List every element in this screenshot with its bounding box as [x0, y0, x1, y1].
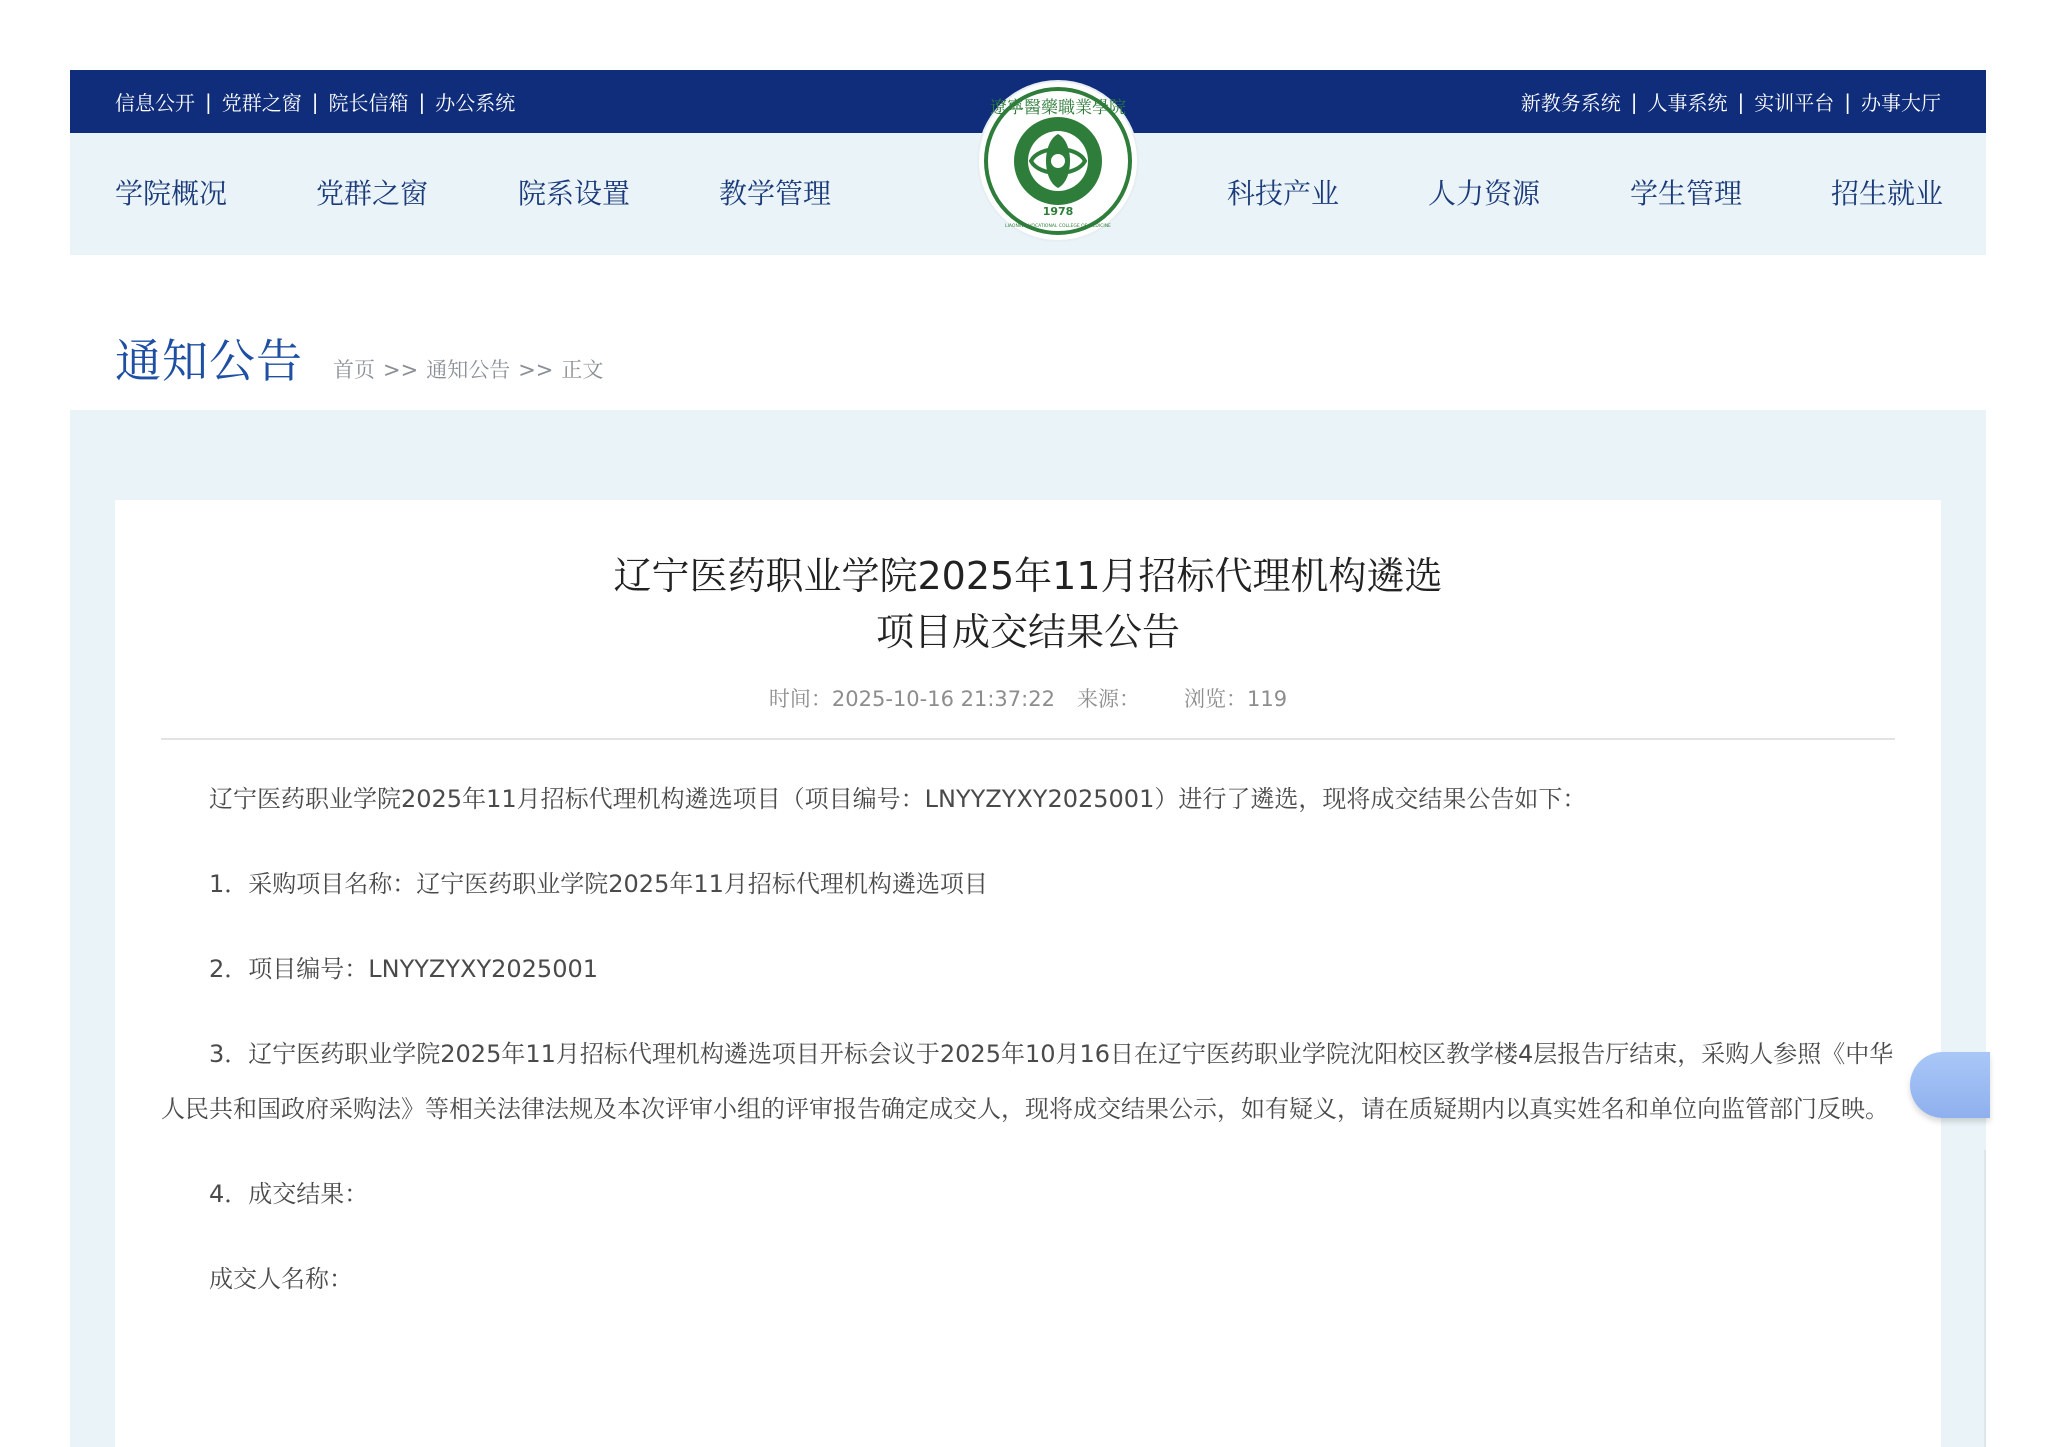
separator: |: [1630, 89, 1638, 114]
title-divider: [161, 738, 1895, 740]
article-title: [115, 548, 1941, 660]
side-scroll-track: [1984, 1150, 1986, 1447]
nav-item-hr[interactable]: 人力资源: [1428, 177, 1541, 210]
meta-time-label: 时间：: [768, 687, 832, 711]
article-body: [161, 772, 1895, 1337]
floating-side-button[interactable]: [1910, 1052, 1990, 1118]
breadcrumb-home[interactable]: 首页: [333, 358, 375, 382]
top-link-office-system[interactable]: 办公系统: [435, 91, 516, 115]
top-left-links: [115, 70, 515, 133]
breadcrumb: [333, 354, 603, 384]
article-paragraph-4: 4．成交结果：: [209, 1180, 369, 1208]
article-paragraph-winner: 成交人名称：: [209, 1265, 353, 1293]
top-link-service-hall[interactable]: 办事大厅: [1861, 91, 1941, 115]
section-heading: [115, 325, 603, 391]
nav-item-departments[interactable]: 院系设置: [518, 177, 631, 210]
top-link-new-academic-system[interactable]: 新教务系统: [1520, 91, 1621, 115]
nav-item-technology[interactable]: 科技产业: [1227, 177, 1340, 210]
meta-time: 2025-10-16 21:37:22: [831, 687, 1055, 711]
separator: |: [418, 89, 426, 114]
nav-item-students[interactable]: 学生管理: [1630, 177, 1743, 210]
top-link-hr-system[interactable]: 人事系统: [1647, 91, 1728, 115]
article-paragraph-3: 3．辽宁医药职业学院2025年11月招标代理机构遴选项目开标会议于2025年10月16日在辽宁医药职业学院沈阳校区教学楼4层报告厅结束，采购人参照《中华人民共和国政府采购法》等相关法律法规及本次评审小组的评审报告确定成交人，现将成交结果公示，如有疑义，请在质疑期内以真实姓名和单位向监管部门反映。: [161, 1040, 1894, 1123]
top-link-info-public[interactable]: 信息公开: [115, 91, 195, 115]
top-link-party[interactable]: 党群之窗: [221, 91, 302, 115]
breadcrumb-arrow: >>: [518, 358, 554, 382]
article-title-line-1: 辽宁医药职业学院2025年11月招标代理机构遴选: [613, 554, 1443, 598]
separator: |: [1844, 89, 1851, 114]
top-right-links: [1521, 70, 1941, 133]
article-paragraph-2: 2．项目编号：LNYYZYXY2025001: [209, 955, 599, 983]
article-meta: [115, 683, 1941, 713]
logo-year: 1978: [1042, 205, 1074, 218]
logo-english-name: LIAONING VOCATIONAL COLLEGE OF MEDICINE: [1005, 224, 1111, 229]
page-title: 通知公告: [115, 334, 303, 388]
breadcrumb-notices[interactable]: 通知公告: [426, 358, 511, 382]
article-paragraph-intro: 辽宁医药职业学院2025年11月招标代理机构遴选项目（项目编号：LNYYZYXY2025001）进行了遴选，现将成交结果公告如下：: [209, 785, 1587, 813]
breadcrumb-arrow: >>: [383, 358, 419, 382]
top-link-president-mailbox[interactable]: 院长信箱: [328, 91, 409, 115]
article-paragraph-1: 1．采购项目名称：辽宁医药职业学院2025年11月招标代理机构遴选项目: [209, 870, 988, 898]
logo-seal-text: 遼寧醫藥職業學院: [990, 98, 1126, 118]
nav-item-party[interactable]: 党群之窗: [316, 177, 429, 210]
nav-item-admissions[interactable]: 招生就业: [1831, 177, 1944, 210]
college-logo[interactable]: [979, 82, 1137, 240]
meta-source-label: 来源：: [1076, 687, 1140, 711]
separator: |: [1737, 89, 1745, 114]
breadcrumb-current: 正文: [561, 358, 604, 382]
top-link-training-platform[interactable]: 实训平台: [1754, 91, 1835, 115]
article-title-line-2: 项目成交结果公告: [875, 610, 1180, 654]
nav-item-about[interactable]: 学院概况: [115, 177, 228, 210]
separator: |: [311, 89, 319, 114]
nav-item-teaching[interactable]: 教学管理: [719, 177, 832, 210]
meta-views: 119: [1246, 687, 1288, 711]
college-seal-icon: [979, 82, 1137, 240]
site-header: [70, 70, 1986, 255]
article-card: [115, 500, 1941, 1447]
separator: |: [205, 89, 212, 114]
meta-views-label: 浏览：: [1183, 687, 1247, 711]
